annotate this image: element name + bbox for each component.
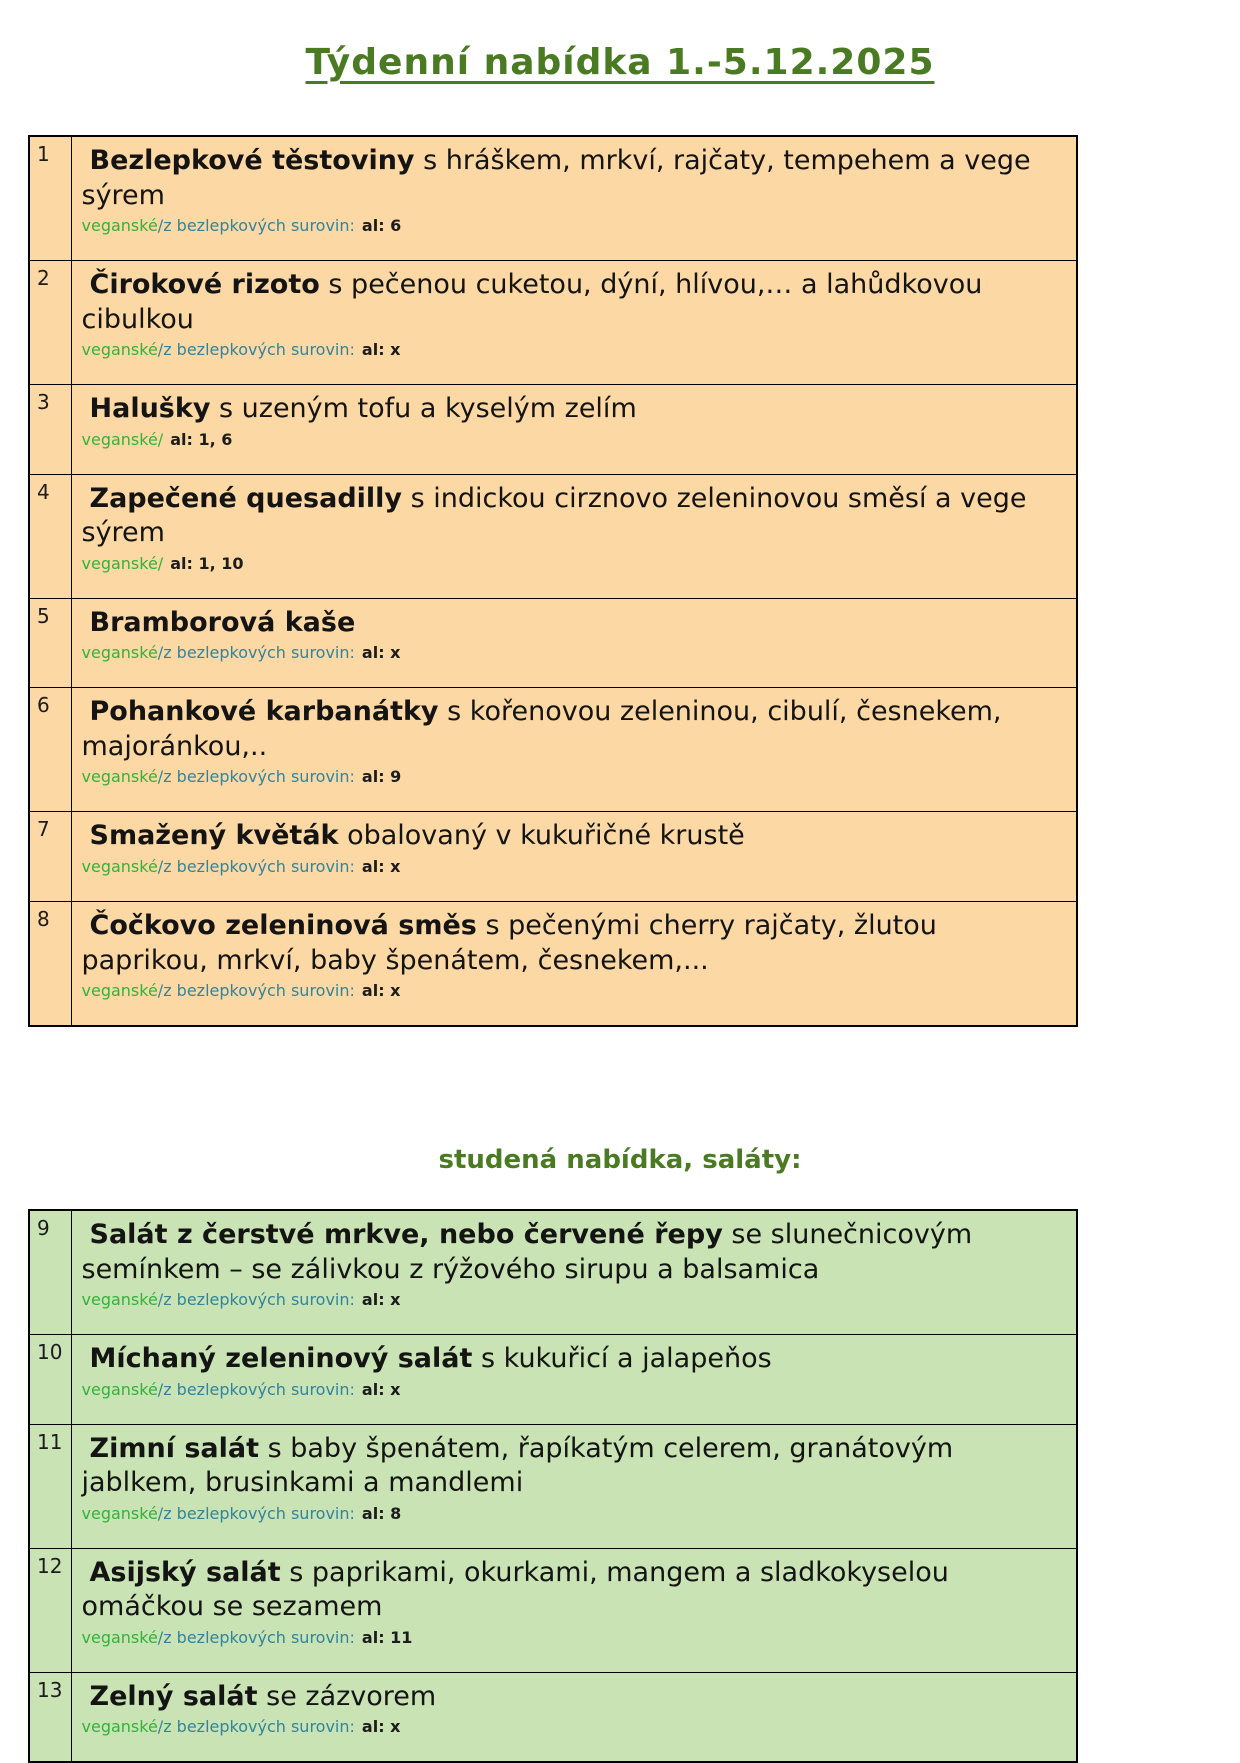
menu-row <box>29 136 1077 261</box>
row-number: 5 <box>29 598 71 688</box>
dish-desc: s hráškem, mrkví, rajčaty, tempehem a vege sýrem <box>81 145 1031 211</box>
dish-tag-line <box>82 430 1065 450</box>
allergen-info: al: x <box>361 340 401 360</box>
dish-tag-line <box>82 554 1065 574</box>
hot-menu-table <box>28 135 1078 1027</box>
dish-tag-line <box>82 1380 1065 1400</box>
dish-tag-line <box>82 643 1065 663</box>
dish-tag-line <box>82 216 1065 236</box>
dish-title: Smažený květák <box>89 820 339 852</box>
vegan-tag: veganské <box>81 1627 158 1647</box>
glutenfree-tag: /z bezlepkových surovin: <box>157 1379 355 1399</box>
row-number: 6 <box>29 688 71 812</box>
dish-line <box>82 1342 1065 1377</box>
dish-cell <box>71 1424 1077 1548</box>
dish-title: Halušky <box>89 393 211 425</box>
menu-row <box>29 1335 1077 1425</box>
allergen-info: al: x <box>361 857 401 877</box>
dish-cell <box>71 1210 1077 1335</box>
dish-desc: s kořenovou zeleninou, cibulí, česnekem, majoránkou,.. <box>81 696 1002 762</box>
allergen-info: al: 8 <box>361 1503 402 1523</box>
dish-desc: s pečenými cherry rajčaty, žlutou paprikou, mrkví, baby špenátem, česnekem,... <box>81 910 937 976</box>
dish-line <box>82 268 1065 337</box>
menu-row <box>29 261 1077 385</box>
glutenfree-tag: /z bezlepkových surovin: <box>157 981 355 1001</box>
row-number: 10 <box>29 1335 71 1425</box>
menu-row <box>29 1672 1077 1762</box>
menu-row <box>29 1548 1077 1672</box>
row-number: 4 <box>29 474 71 598</box>
glutenfree-tag: /z bezlepkových surovin: <box>157 767 355 787</box>
dish-line <box>82 695 1065 764</box>
dish-line <box>82 819 1065 854</box>
allergen-info: al: 1, 6 <box>170 429 233 449</box>
row-number: 13 <box>29 1672 71 1762</box>
dish-title: Čočkovo zeleninová směs <box>89 910 477 942</box>
dish-line <box>82 1680 1065 1715</box>
glutenfree-tag: /z bezlepkových surovin: <box>157 1717 355 1737</box>
allergen-info: al: 6 <box>361 216 402 236</box>
dish-cell <box>71 598 1077 688</box>
dish-cell <box>71 1672 1077 1762</box>
allergen-info: al: 11 <box>361 1627 413 1647</box>
glutenfree-tag: /z bezlepkových surovin: <box>157 1290 355 1310</box>
allergen-info: al: x <box>361 981 401 1001</box>
vegan-tag: veganské <box>81 643 158 663</box>
vegan-tag: veganské <box>81 1290 158 1310</box>
allergen-info: al: x <box>361 643 401 663</box>
dish-tag-line <box>82 981 1065 1001</box>
allergen-info: al: 1, 10 <box>170 553 244 573</box>
dish-line <box>82 1218 1065 1287</box>
dish-tag-line <box>82 1290 1065 1310</box>
row-number: 12 <box>29 1548 71 1672</box>
dish-cell <box>71 1335 1077 1425</box>
dish-line <box>82 482 1065 551</box>
row-number: 1 <box>29 136 71 261</box>
dish-tag-line <box>82 1628 1065 1648</box>
dish-title: Pohankové karbanátky <box>89 696 439 728</box>
vegan-tag: veganské <box>81 1379 158 1399</box>
dish-line <box>82 144 1065 213</box>
dish-title: Salát z čerstvé mrkve, nebo červené řepy <box>89 1219 723 1251</box>
allergen-info: al: x <box>361 1290 401 1310</box>
dish-desc: se slunečnicovým semínkem – se zálivkou z rýžového sirupu a balsamica <box>81 1219 973 1285</box>
dish-desc: s indickou cirznovo zeleninovou směsí a vege sýrem <box>81 482 1027 549</box>
vegan-tag: veganské <box>81 981 158 1001</box>
row-number: 8 <box>29 902 71 1027</box>
glutenfree-tag: /z bezlepkových surovin: <box>157 216 355 236</box>
dish-title: Čirokové rizoto <box>89 269 320 301</box>
dish-tag-line <box>82 340 1065 360</box>
menu-row <box>29 688 1077 812</box>
row-number: 3 <box>29 385 71 475</box>
dish-desc: s pečenou cuketou, dýní, hlívou,… a lahůdkovou cibulkou <box>81 269 983 335</box>
dish-line <box>82 1556 1065 1625</box>
vegan-tag: veganské <box>81 767 158 787</box>
vegan-tag: veganské/ <box>81 553 164 573</box>
dish-cell <box>71 902 1077 1027</box>
cold-menu-table <box>28 1209 1078 1763</box>
row-number: 7 <box>29 812 71 902</box>
dish-title: Zapečené quesadilly <box>89 482 403 514</box>
dish-title: Bezlepkové těstoviny <box>89 145 415 176</box>
dish-line <box>82 909 1065 978</box>
row-number: 2 <box>29 261 71 385</box>
dish-title: Zelný salát <box>89 1680 258 1712</box>
menu-row <box>29 1210 1077 1335</box>
dish-tag-line <box>82 1717 1065 1737</box>
cold-section-title: studená nabídka, saláty: <box>438 1145 802 1176</box>
dish-desc: s uzeným tofu a kyselým zelím <box>210 393 637 425</box>
dish-line <box>82 392 1065 427</box>
glutenfree-tag: /z bezlepkových surovin: <box>157 1503 355 1523</box>
allergen-info: al: x <box>361 1717 401 1737</box>
dish-desc: se zázvorem <box>257 1680 437 1712</box>
dish-cell <box>71 261 1077 385</box>
glutenfree-tag: /z bezlepkových surovin: <box>157 643 355 663</box>
dish-title: Zimní salát <box>89 1432 260 1464</box>
allergen-info: al: 9 <box>361 767 402 787</box>
row-number: 9 <box>29 1210 71 1335</box>
vegan-tag: veganské/ <box>81 429 164 449</box>
dish-cell <box>71 1548 1077 1672</box>
dish-title: Míchaný zeleninový salát <box>89 1343 473 1375</box>
dish-tag-line <box>82 1504 1065 1524</box>
dish-desc: s kukuřicí a jalapeňos <box>472 1343 772 1375</box>
vegan-tag: veganské <box>81 1717 158 1737</box>
glutenfree-tag: /z bezlepkových surovin: <box>157 340 355 360</box>
dish-cell <box>71 812 1077 902</box>
dish-cell <box>71 136 1077 261</box>
dish-tag-line <box>82 767 1065 787</box>
page-title: Týdenní nabídka 1.-5.12.2025 <box>305 42 935 83</box>
allergen-info: al: x <box>361 1379 401 1399</box>
vegan-tag: veganské <box>81 340 158 360</box>
dish-cell <box>71 474 1077 598</box>
dish-title: Asijský salát <box>89 1556 281 1588</box>
row-number: 11 <box>29 1424 71 1548</box>
vegan-tag: veganské <box>81 216 158 236</box>
dish-desc: s baby špenátem, řapíkatým celerem, granátovým jablkem, brusinkami a mandlemi <box>81 1432 954 1499</box>
vegan-tag: veganské <box>81 857 158 877</box>
dish-cell <box>71 688 1077 812</box>
vegan-tag: veganské <box>81 1503 158 1523</box>
dish-desc: s paprikami, okurkami, mangem a sladkokyselou omáčkou se sezamem <box>81 1556 949 1623</box>
menu-row <box>29 1424 1077 1548</box>
glutenfree-tag: /z bezlepkových surovin: <box>157 1627 355 1647</box>
glutenfree-tag: /z bezlepkových surovin: <box>157 857 355 877</box>
menu-row <box>29 385 1077 475</box>
dish-tag-line <box>82 857 1065 877</box>
dish-desc: obalovaný v kukuřičné krustě <box>338 820 745 852</box>
menu-row <box>29 812 1077 902</box>
dish-line <box>82 606 1065 641</box>
menu-row <box>29 474 1077 598</box>
menu-row <box>29 902 1077 1027</box>
dish-cell <box>71 385 1077 475</box>
dish-title: Bramborová kaše <box>89 606 356 638</box>
dish-line <box>82 1432 1065 1501</box>
menu-row <box>29 598 1077 688</box>
